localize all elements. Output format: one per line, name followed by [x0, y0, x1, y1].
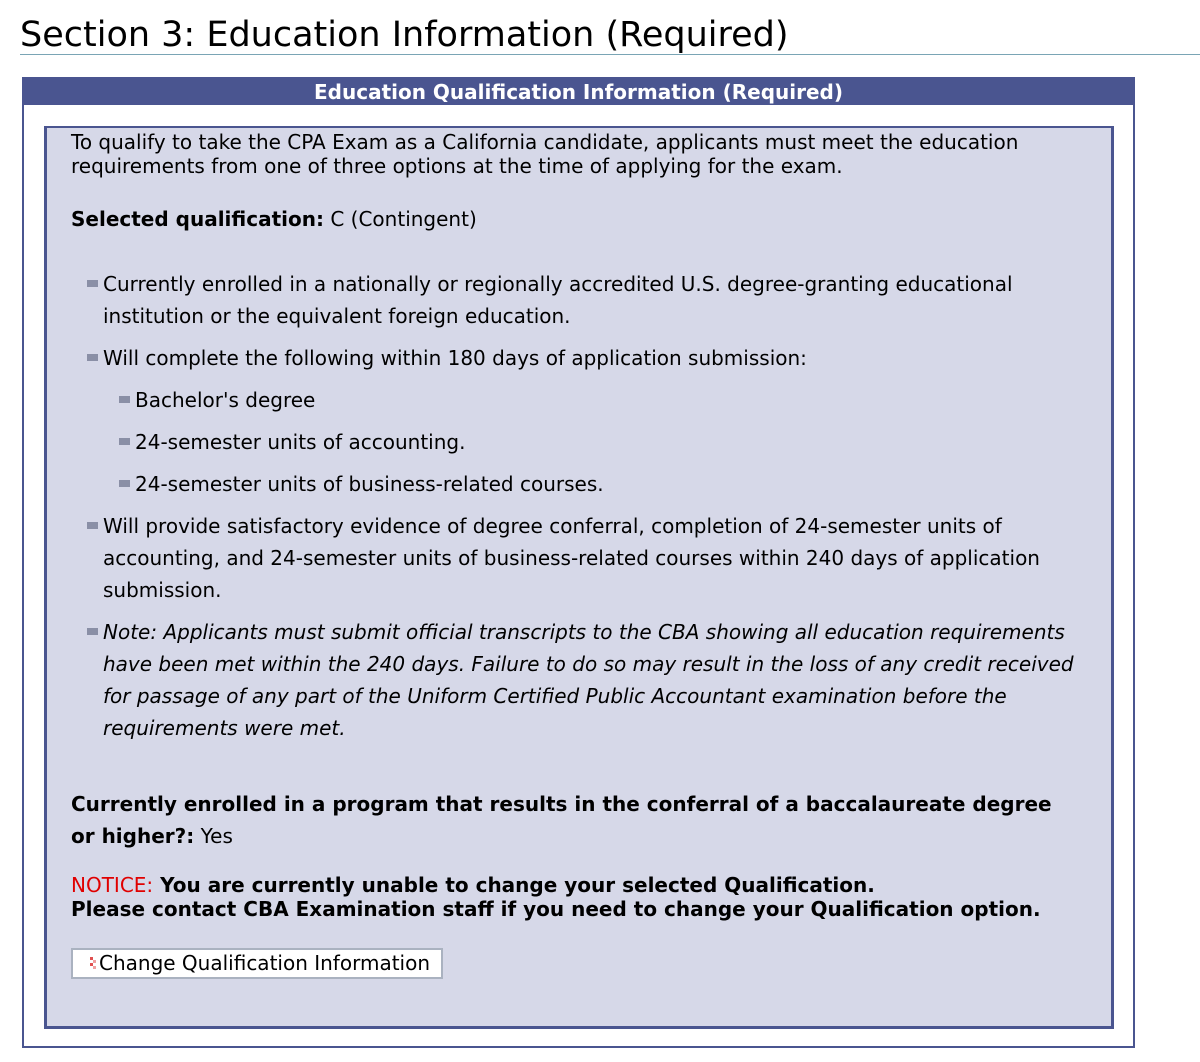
requirement-text: Will provide satisfactory evidence of degree conferral, completion of 24-semester units of accounting, and 24-semester units of business-related courses within 240 days of application submission. — [103, 514, 1040, 602]
list-item — [87, 342, 1077, 374]
requirement-text: 24-semester units of business-related courses. — [135, 472, 604, 496]
bullet-icon — [87, 522, 98, 529]
list-item — [119, 384, 1077, 416]
bullet-icon — [119, 480, 130, 487]
requirement-text: Will complete the following within 180 days of application submission: — [103, 346, 807, 370]
enrollment-status — [71, 788, 1081, 852]
change-qualification-label: Change Qualification Information — [99, 951, 431, 975]
selected-qualification — [71, 207, 477, 231]
section-title: Section 3: Education Information (Required) — [20, 15, 789, 55]
selected-qualification-value: C (Contingent) — [330, 207, 477, 231]
edit-icon — [89, 956, 97, 972]
list-item — [87, 616, 1077, 744]
section-divider — [20, 54, 1200, 55]
enrollment-question: Currently enrolled in a program that results in the conferral of a baccalaureate degree or higher?: — [71, 792, 1052, 848]
bullet-icon — [119, 396, 130, 403]
intro-text: To qualify to take the CPA Exam as a California candidate, applicants must meet the education requirements from one of three options at the time of applying for the exam. — [71, 130, 1019, 178]
selected-qualification-label: Selected qualification: — [71, 207, 324, 231]
qualification-details-box — [44, 126, 1114, 1029]
notice-line2: Please contact CBA Examination staff if you need to change your Qualification option. — [71, 897, 1041, 921]
list-item — [87, 510, 1077, 606]
enrollment-answer: Yes — [200, 824, 233, 848]
list-item — [119, 426, 1077, 458]
requirement-text: Bachelor's degree — [135, 388, 316, 412]
bullet-icon — [87, 354, 98, 361]
notice-message — [71, 873, 1081, 921]
list-item — [87, 268, 1077, 332]
bullet-icon — [119, 438, 130, 445]
bullet-icon — [87, 628, 98, 635]
education-qualification-panel — [22, 77, 1135, 1048]
requirement-note: Note: Applicants must submit official transcripts to the CBA showing all education requirements have been met within the 240 days. Failure to do so may result in the loss of any credit received for passage of any part of the Uniform Certified Public Accountant examination before the requirements were met. — [103, 620, 1074, 740]
notice-label: NOTICE: — [71, 873, 154, 897]
requirements-list — [87, 268, 1077, 754]
requirement-text: Currently enrolled in a nationally or regionally accredited U.S. degree-granting educational institution or the equivalent foreign education. — [103, 272, 1013, 328]
panel-header: Education Qualification Information (Required) — [24, 79, 1133, 105]
notice-line1: You are currently unable to change your selected Qualification. — [160, 873, 875, 897]
change-qualification-button[interactable] — [71, 948, 443, 979]
list-item — [119, 468, 1077, 500]
bullet-icon — [87, 280, 98, 287]
requirement-text: 24-semester units of accounting. — [135, 430, 466, 454]
